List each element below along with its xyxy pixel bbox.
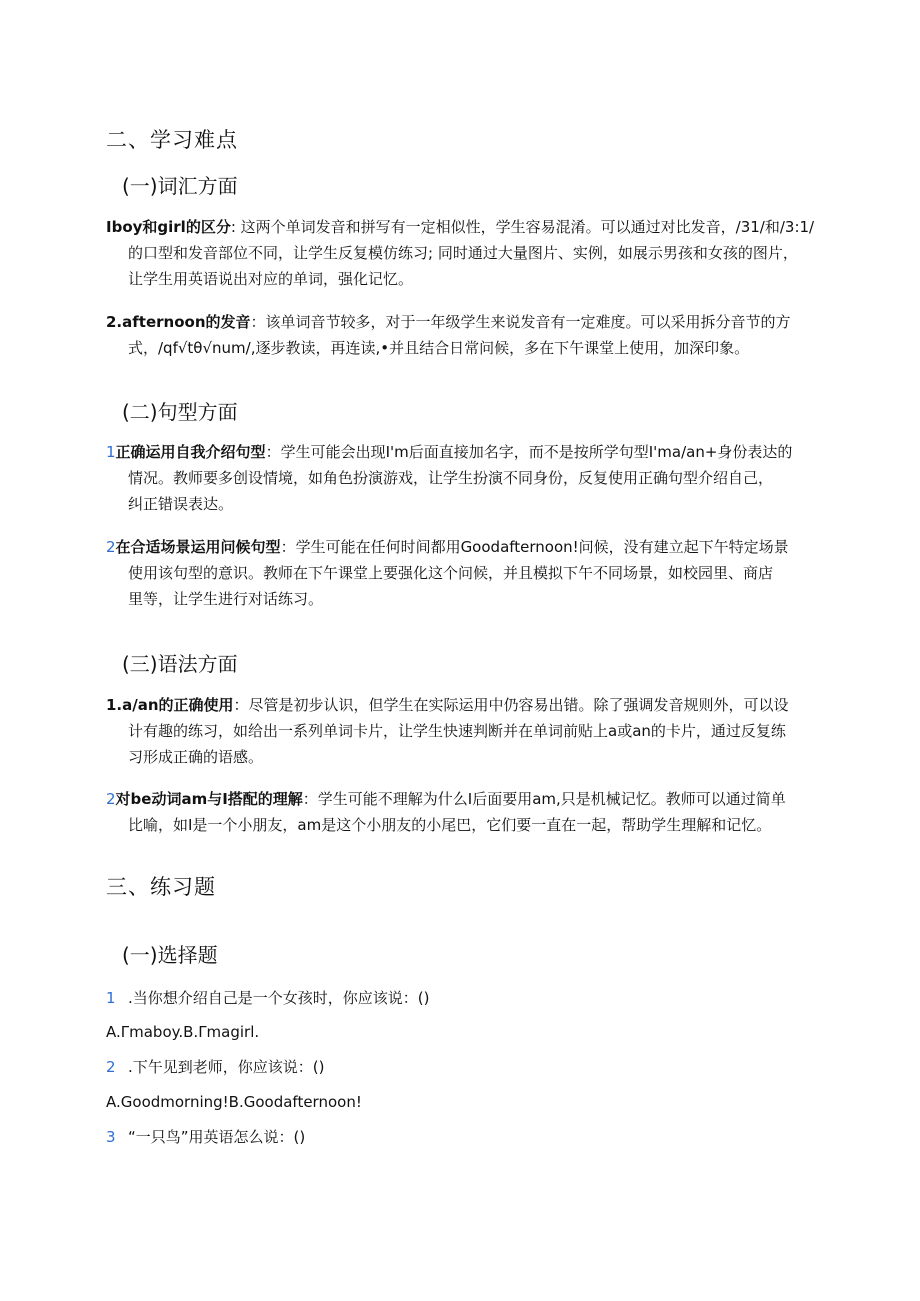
sentence-item-1-number: 1 — [106, 443, 116, 461]
question-1-number: 1 — [106, 989, 116, 1007]
grammar-item-2 — [106, 786, 814, 838]
vocab-item-1-line-3: 让学生用英语说出对应的单词，强化记忆。 — [128, 270, 414, 288]
grammar-item-2-line-1: 2对be动词am与I搭配的理解：学生可能不理解为什么I后面要用am,只是机械记忆。教师可以通过简单 — [106, 790, 786, 808]
question-2-options: A.Goodmorning!B.Goodafternoon! — [106, 1093, 362, 1111]
grammar-item-2-number: 2 — [106, 790, 116, 808]
vocab-item-2 — [106, 309, 814, 361]
question-1 — [106, 986, 429, 1010]
question-2 — [106, 1055, 324, 1079]
grammar-item-1-line-1: 1.a/an的正确使用：尽管是初步认识，但学生在实际运用中仍容易出错。除了强调发音规则外，可以设 — [106, 696, 789, 714]
sentence-item-1-line-3: 纠正错误表达。 — [128, 495, 234, 513]
sentence-item-1-label: 正确运用自我介绍句型 — [115, 443, 266, 461]
subsection-title-vocabulary: (一)词汇方面 — [122, 174, 238, 198]
vocab-item-1-line-1: Iboy和girl的区分: 这两个单词发音和拼写有一定相似性，学生容易混淆。可以通过对比发音，/31/和/3:1/ — [106, 218, 815, 236]
subsection-title-grammar: (三)语法方面 — [122, 652, 238, 676]
question-2-text: .下午见到老师，你应该说：() — [128, 1058, 325, 1076]
grammar-item-1-label: 1.a/an的正确使用 — [106, 696, 234, 714]
question-2-number: 2 — [106, 1058, 116, 1076]
vocab-item-2-label: 2.afternoon的发音 — [106, 313, 251, 331]
section-title-exercises: 三、练习题 — [106, 875, 216, 899]
subsection-title-choice: (一)选择题 — [122, 943, 218, 967]
sentence-item-1 — [106, 439, 814, 517]
sentence-item-2-line-1: 2在合适场景运用问候句型：学生可能在任何时间都用Goodafternoon!问候，没有建立起下午特定场景 — [106, 538, 789, 556]
question-3 — [106, 1125, 305, 1149]
vocab-item-1-label: Iboy和girl的区分 — [106, 218, 231, 236]
question-1-options: A.Γmaboy.B.Γmagirl. — [106, 1023, 260, 1041]
question-3-number: 3 — [106, 1128, 116, 1146]
vocab-item-2-line-2: 式，/qf√tθ√num/,逐步教读，再连读,•并且结合日常问候，多在下午课堂上使用，加深印象。 — [128, 339, 750, 357]
section-title-difficulties: 二、学习难点 — [106, 128, 238, 152]
sentence-item-2-line-2: 使用该句型的意识。教师在下午课堂上要强化这个问候，并且模拟下午不同场景，如校园里、商店 — [128, 564, 774, 582]
grammar-item-1-line-3: 习形成正确的语感。 — [128, 748, 264, 766]
sentence-item-1-line-2: 情况。教师要多创设情境，如角色扮演游戏，让学生扮演不同身份，反复使用正确句型介绍自己， — [128, 469, 774, 487]
grammar-item-2-label: 对be动词am与I搭配的理解 — [115, 790, 303, 808]
vocab-item-2-line-1: 2.afternoon的发音：该单词音节较多，对于一年级学生来说发音有一定难度。可以采用拆分音节的方 — [106, 313, 791, 331]
vocab-item-1 — [106, 214, 814, 292]
grammar-item-2-line-2: 比喻，如I是一个小朋友，am是这个小朋友的小尾巴，它们要一直在一起，帮助学生理解和记忆。 — [128, 816, 772, 834]
sentence-item-1-line-1: 1正确运用自我介绍句型：学生可能会出现I'm后面直接加名字，而不是按所学句型I'ma/an+身份表达的 — [106, 443, 793, 461]
question-3-text: “一只鸟”用英语怎么说：() — [128, 1128, 306, 1146]
question-1-text: .当你想介绍自己是一个女孩时，你应该说：() — [128, 989, 430, 1007]
sentence-item-2-number: 2 — [106, 538, 116, 556]
sentence-item-2-line-3: 里等，让学生进行对话练习。 — [128, 590, 324, 608]
subsection-title-sentence: (二)句型方面 — [122, 400, 238, 424]
grammar-item-1 — [106, 692, 814, 770]
sentence-item-2 — [106, 534, 814, 612]
vocab-item-1-line-2: 的口型和发音部位不同，让学生反复模仿练习; 同时通过大量图片、实例，如展示男孩和女孩的图片， — [128, 244, 798, 262]
grammar-item-1-line-2: 计有趣的练习，如给出一系列单词卡片，让学生快速判断并在单词前贴上a或an的卡片，通过反复练 — [128, 722, 786, 740]
sentence-item-2-label: 在合适场景运用问候句型 — [115, 538, 281, 556]
